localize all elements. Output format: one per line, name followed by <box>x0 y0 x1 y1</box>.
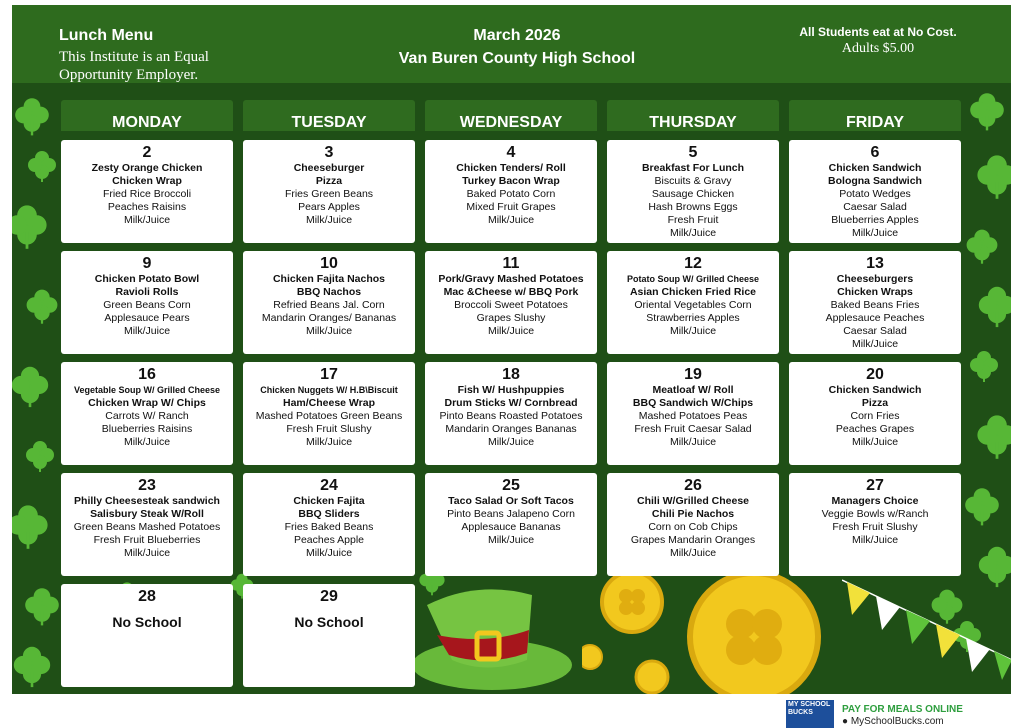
side-item: Mandarin Oranges/ Bananas <box>261 312 397 324</box>
date-number: 24 <box>320 477 338 494</box>
day-header-monday: MONDAY <box>61 100 233 131</box>
day-cell-20 <box>789 362 961 465</box>
side-item: Hash Browns Eggs <box>648 201 738 213</box>
day-cell-26 <box>607 473 779 576</box>
side-item: Fresh Fruit Caesar Salad <box>634 423 752 435</box>
day-cell-6 <box>789 140 961 243</box>
day-cell-25 <box>425 473 597 576</box>
side-item: Corn on Cob Chips <box>648 521 738 533</box>
pay-online-label: PAY FOR MEALS ONLINE <box>842 704 963 715</box>
entree-item: Chicken Sandwich <box>828 384 922 396</box>
side-item: Milk/Juice <box>851 534 899 546</box>
side-item: Fresh Fruit Slushy <box>286 423 372 435</box>
side-item: Mandarin Oranges Bananas <box>445 423 577 435</box>
side-item: Fried Rice Broccoli <box>102 188 192 200</box>
date-number: 28 <box>138 588 156 605</box>
entree-item: Turkey Bacon Wrap <box>462 175 560 187</box>
day-cell-19 <box>607 362 779 465</box>
day-cell-27 <box>789 473 961 576</box>
side-item: Potato Wedges <box>839 188 911 200</box>
side-item: Veggie Bowls w/Ranch <box>821 508 929 520</box>
side-item: Mashed Potatoes Green Beans <box>255 410 403 422</box>
day-cell-18 <box>425 362 597 465</box>
side-item: Peaches Grapes <box>835 423 915 435</box>
no-school-label: No School <box>294 614 364 630</box>
students-cost-note: All Students eat at No Cost. <box>799 25 957 39</box>
day-cell-12 <box>607 251 779 354</box>
side-item: Fresh Fruit Blueberries <box>93 534 201 546</box>
entree-item: Taco Salad Or Soft Tacos <box>448 495 574 507</box>
day-cell-2 <box>61 140 233 243</box>
entree-item: Meatloaf W/ Roll <box>652 384 734 396</box>
date-number: 16 <box>138 366 156 383</box>
entree-item: Bologna Sandwich <box>828 175 922 187</box>
entree-item: Ham/Cheese Wrap <box>282 397 375 409</box>
date-number: 5 <box>688 144 698 161</box>
date-number: 23 <box>138 477 156 494</box>
side-item: Fresh Fruit Slushy <box>832 521 918 533</box>
coins-illustration <box>582 565 842 694</box>
side-item: Baked Beans Fries <box>830 299 920 311</box>
date-number: 12 <box>684 255 702 272</box>
day-cell-13 <box>789 251 961 354</box>
side-item: Grapes Mandarin Oranges <box>630 534 756 546</box>
date-number: 11 <box>502 255 520 272</box>
side-item: Fresh Fruit <box>667 214 719 226</box>
entree-item: Drum Sticks W/ Cornbread <box>444 397 578 409</box>
entree-item: Managers Choice <box>831 495 919 507</box>
side-item: Milk/Juice <box>669 325 717 337</box>
school-name: Van Buren County High School <box>398 50 636 67</box>
site-text: MySchoolBucks.com <box>850 716 944 727</box>
date-number: 26 <box>684 477 702 494</box>
day-cell-29 <box>243 584 415 687</box>
side-item: Milk/Juice <box>669 547 717 559</box>
day-header-thursday: THURSDAY <box>607 100 779 131</box>
side-item: Caesar Salad <box>843 201 907 213</box>
entree-item: Chicken Potato Bowl <box>94 273 200 285</box>
day-cell-28 <box>61 584 233 687</box>
side-item: Milk/Juice <box>123 325 171 337</box>
side-item: Milk/Juice <box>305 214 353 226</box>
date-number: 9 <box>142 255 152 272</box>
side-item: Biscuits & Gravy <box>654 175 732 187</box>
date-number: 19 <box>684 366 702 383</box>
side-item: Caesar Salad <box>843 325 907 337</box>
side-item: Milk/Juice <box>851 338 899 350</box>
day-cell-10 <box>243 251 415 354</box>
side-item: Milk/Juice <box>669 436 717 448</box>
entree-item: Mac &Cheese w/ BBQ Pork <box>443 286 579 298</box>
entree-item: Chicken Fajita Nachos <box>272 273 386 285</box>
side-item: Baked Potato Corn <box>466 188 556 200</box>
side-item: Milk/Juice <box>305 547 353 559</box>
entree-item: Chicken Nuggets W/ H.B\Biscuit <box>260 385 398 395</box>
side-item: Strawberries Apples <box>646 312 740 324</box>
side-item: Oriental Vegetables Corn <box>634 299 752 311</box>
entree-item: Cheeseburger <box>293 162 365 174</box>
side-item: Blueberries Apples <box>831 214 919 226</box>
entree-item: BBQ Sandwich W/Chips <box>632 397 754 409</box>
entree-item: Pizza <box>315 175 343 187</box>
side-item: Milk/Juice <box>123 436 171 448</box>
day-cell-24 <box>243 473 415 576</box>
side-item: Milk/Juice <box>123 547 171 559</box>
entree-item: Chicken Wrap W/ Chips <box>88 397 206 409</box>
entree-item: BBQ Sliders <box>298 508 360 520</box>
side-item: Milk/Juice <box>487 436 535 448</box>
date-number: 18 <box>502 366 520 383</box>
no-school-label: No School <box>112 614 182 630</box>
side-item: Milk/Juice <box>487 214 535 226</box>
menu-title: Lunch Menu <box>59 27 154 44</box>
entree-item: Ravioli Rolls <box>115 286 179 298</box>
side-item: Carrots W/ Ranch <box>105 410 189 422</box>
date-number: 3 <box>324 144 334 161</box>
entree-item: Zesty Orange Chicken <box>91 162 203 174</box>
entree-item: Asian Chicken Fried Rice <box>629 286 757 298</box>
side-item: Applesauce Pears <box>104 312 190 324</box>
side-item: Milk/Juice <box>305 325 353 337</box>
side-item: Milk/Juice <box>669 227 717 239</box>
leprechaun-hat-icon <box>407 575 577 694</box>
equal-opportunity-note: This Institute is an Equal Opportunity Employer. <box>59 49 209 83</box>
day-cell-17 <box>243 362 415 465</box>
side-item: Pinto Beans Roasted Potatoes <box>439 410 583 422</box>
entree-item: Chicken Tenders/ Roll <box>456 162 566 174</box>
side-item: Refried Beans Jal. Corn <box>273 299 385 311</box>
side-item: Peaches Raisins <box>107 201 187 213</box>
date-number: 13 <box>866 255 884 272</box>
day-cell-9 <box>61 251 233 354</box>
date-number: 10 <box>320 255 338 272</box>
entree-item: Chicken Wraps <box>837 286 913 298</box>
side-item: Milk/Juice <box>487 325 535 337</box>
side-item: Green Beans Mashed Potatoes <box>73 521 221 533</box>
entree-item: Cheeseburgers <box>836 273 914 285</box>
entree-item: Vegetable Soup W/ Grilled Cheese <box>73 385 221 395</box>
date-number: 17 <box>320 366 338 383</box>
entree-item: Chicken Wrap <box>112 175 182 187</box>
entree-item: BBQ Nachos <box>296 286 362 298</box>
date-number: 25 <box>502 477 520 494</box>
date-number: 27 <box>866 477 884 494</box>
side-item: Broccoli Sweet Potatoes <box>454 299 568 311</box>
date-number: 6 <box>870 144 880 161</box>
date-number: 29 <box>320 588 338 605</box>
header-bar <box>12 5 1011 83</box>
adult-price: Adults $5.00 <box>841 41 915 56</box>
side-item: Pears Apples <box>298 201 360 213</box>
day-header-tuesday: TUESDAY <box>243 100 415 131</box>
entree-item: Breakfast For Lunch <box>641 162 745 174</box>
entree-item: Chicken Fajita <box>293 495 365 507</box>
site-link[interactable]: ● MySchoolBucks.com <box>842 716 944 727</box>
day-header-wednesday: WEDNESDAY <box>425 100 597 131</box>
side-item: Milk/Juice <box>851 227 899 239</box>
day-cell-11 <box>425 251 597 354</box>
entree-item: Chili Pie Nachos <box>651 508 735 520</box>
entree-item: Potato Soup W/ Grilled Cheese <box>626 274 760 284</box>
side-item: Fries Baked Beans <box>284 521 374 533</box>
entree-item: Pork/Gravy Mashed Potatoes <box>438 273 584 285</box>
side-item: Peaches Apple <box>293 534 365 546</box>
side-item: Applesauce Bananas <box>461 521 561 533</box>
side-item: Grapes Slushy <box>476 312 546 324</box>
day-cell-16 <box>61 362 233 465</box>
side-item: Pinto Beans Jalapeno Corn <box>447 508 575 520</box>
day-cell-3 <box>243 140 415 243</box>
side-item: Milk/Juice <box>305 436 353 448</box>
date-number: 4 <box>506 144 516 161</box>
day-cell-23 <box>61 473 233 576</box>
bunting-decoration <box>842 560 1011 690</box>
menu-board <box>12 5 1011 694</box>
entree-item: Chili W/Grilled Cheese <box>636 495 750 507</box>
logo-badge: MY SCHOOL BUCKS <box>786 700 834 728</box>
date-number: 2 <box>142 144 152 161</box>
side-item: Sausage Chicken <box>651 188 735 200</box>
month-title: March 2026 <box>473 27 561 44</box>
entree-item: Pizza <box>861 397 889 409</box>
day-header-friday: FRIDAY <box>789 100 961 131</box>
myschoolbucks-logo[interactable] <box>786 698 971 728</box>
entree-item: Chicken Sandwich <box>828 162 922 174</box>
entree-item: Philly Cheesesteak sandwich <box>74 495 220 507</box>
date-number: 20 <box>866 366 884 383</box>
side-item: Green Beans Corn <box>103 299 191 311</box>
side-item: Milk/Juice <box>123 214 171 226</box>
side-item: Milk/Juice <box>851 436 899 448</box>
side-item: Fries Green Beans <box>284 188 374 200</box>
entree-item: Fish W/ Hushpuppies <box>457 384 565 396</box>
side-item: Blueberries Raisins <box>101 423 193 435</box>
side-item: Mixed Fruit Grapes <box>466 201 556 213</box>
side-item: Milk/Juice <box>487 534 535 546</box>
entree-item: Salisbury Steak W/Roll <box>90 508 204 520</box>
side-item: Mashed Potatoes Peas <box>638 410 748 422</box>
side-item: Applesauce Peaches <box>825 312 925 324</box>
day-cell-4 <box>425 140 597 243</box>
day-cell-5 <box>607 140 779 243</box>
side-item: Corn Fries <box>850 410 900 422</box>
